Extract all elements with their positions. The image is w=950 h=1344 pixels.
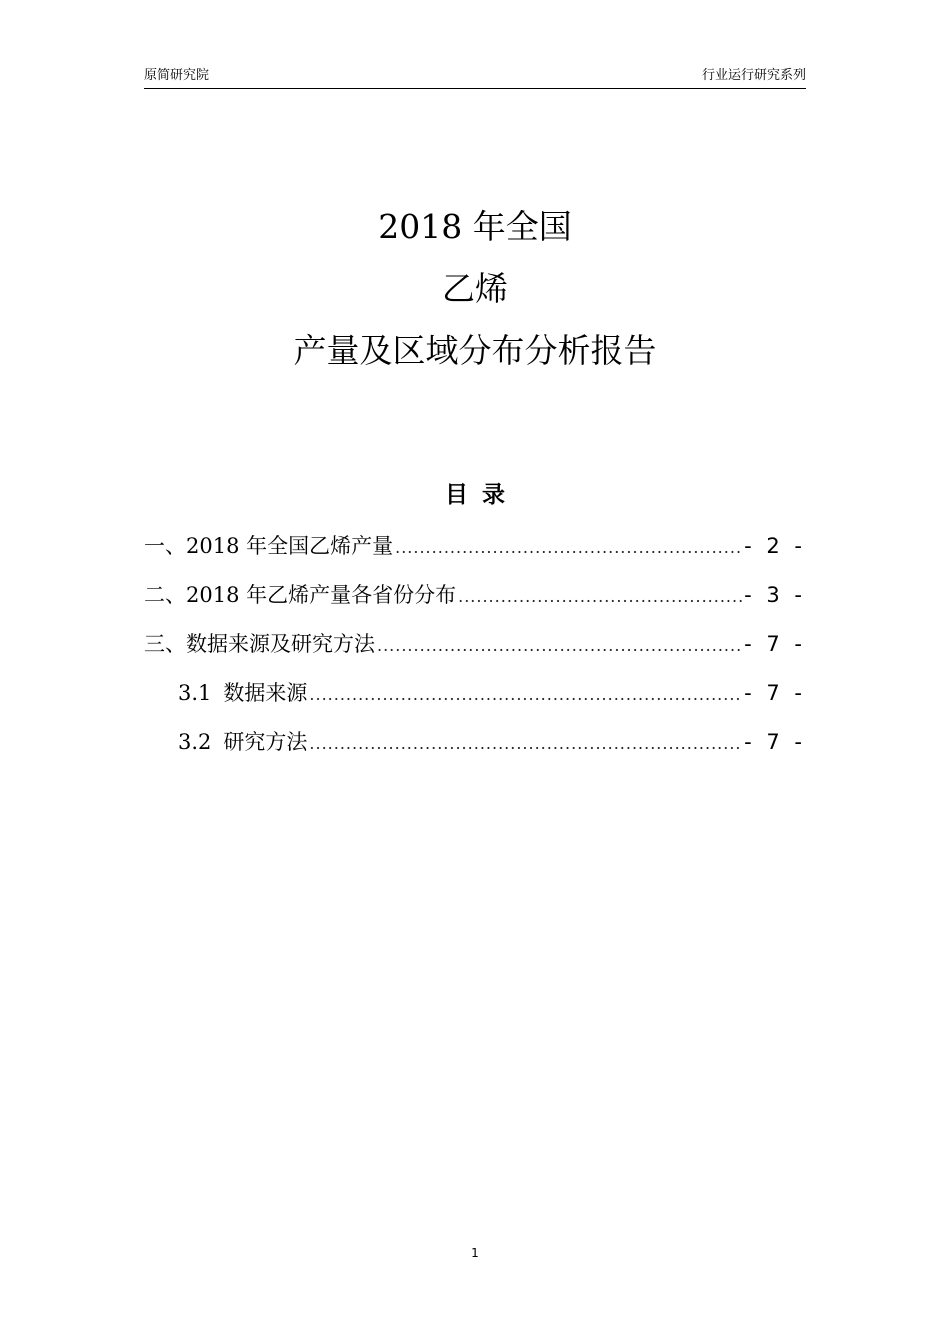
toc-leader-dots (395, 529, 742, 567)
toc-entry-label: 三、数据来源及研究方法 (144, 632, 375, 656)
page-header (144, 66, 806, 89)
toc-entry-national-output[interactable] (144, 527, 806, 576)
page-number: 1 (471, 1246, 479, 1260)
toc-subentry-data-source[interactable] (144, 674, 806, 723)
title-line-subject: 产量及区域分布分析报告 (293, 331, 657, 370)
toc-entry-data-and-methods[interactable] (144, 625, 806, 674)
toc-leader-dots (377, 627, 742, 665)
toc-entry-label: 一、2018 年全国乙烯产量 (144, 534, 394, 558)
toc-entry-label: 二、2018 年乙烯产量各省份分布 (144, 583, 457, 607)
toc-subentry-number: 3.1 (178, 681, 212, 705)
title-line-year: 2018 年全国 (378, 207, 572, 246)
title-line-product: 乙烯 (442, 269, 508, 308)
toc-heading: 目录 (445, 482, 519, 508)
toc-subentry-label: 数据来源 (223, 681, 308, 705)
toc-subentry-research-method[interactable] (144, 723, 806, 772)
toc-leader-dots (309, 676, 742, 714)
toc-entry-page: - 2 - (744, 534, 806, 558)
toc-leader-dots (458, 578, 742, 616)
table-of-contents (144, 527, 806, 772)
toc-subentry-page: - 7 - (744, 681, 806, 705)
toc-subentry-label: 研究方法 (223, 730, 308, 754)
header-series: 行业运行研究系列 (701, 68, 806, 83)
toc-entry-page: - 7 - (744, 632, 806, 656)
toc-leader-dots (309, 725, 742, 763)
header-organization: 原简研究院 (144, 68, 210, 83)
toc-subentry-number: 3.2 (178, 730, 212, 754)
toc-entry-province-distribution[interactable] (144, 576, 806, 625)
report-title (0, 196, 950, 382)
toc-subentry-page: - 7 - (744, 730, 806, 754)
toc-entry-page: - 3 - (744, 583, 806, 607)
